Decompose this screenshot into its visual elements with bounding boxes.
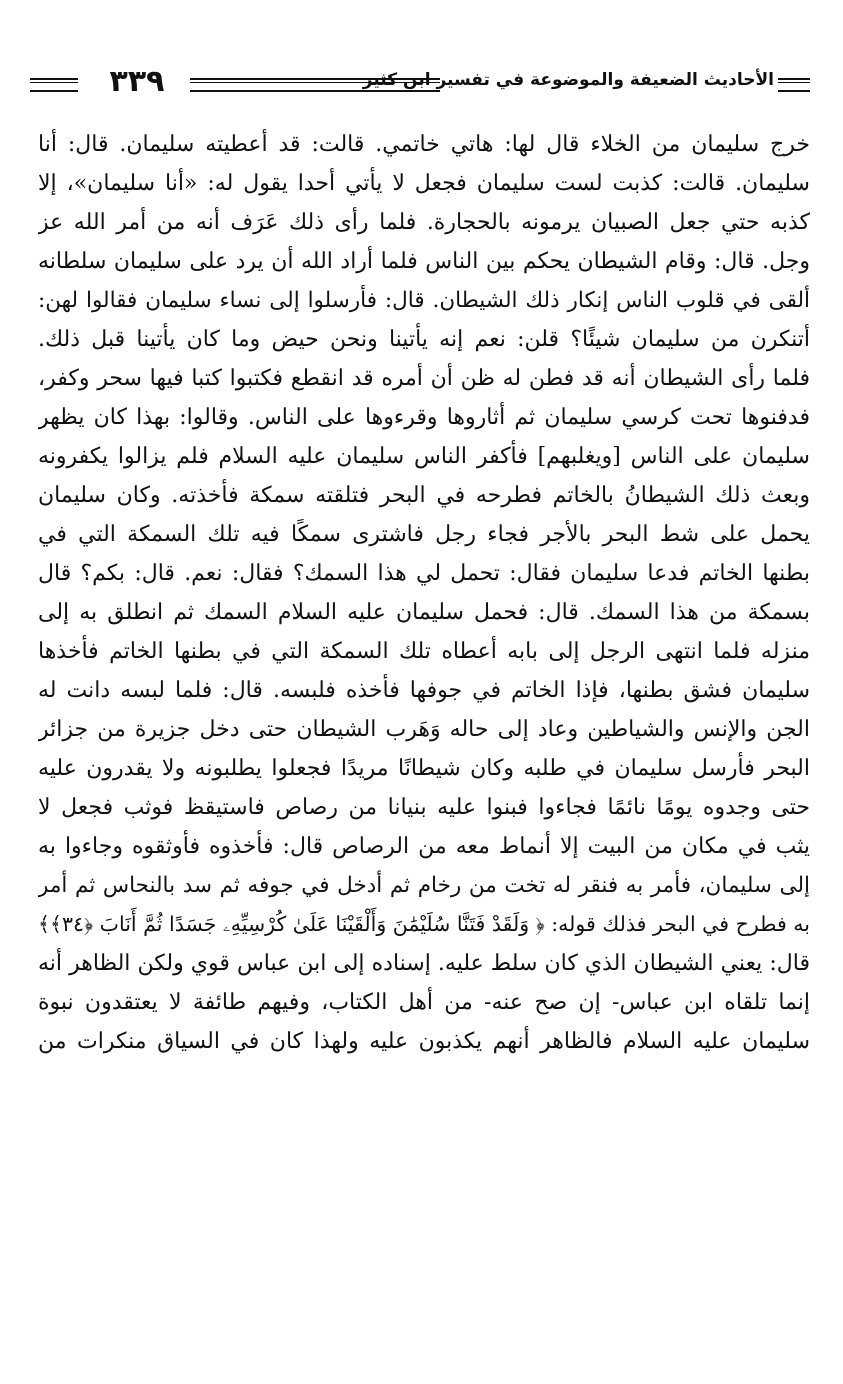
text-line: الجن والإنس والشياطين وعاد إلى حاله وَهَرب الشيطان حتى دخل جزيرة من جزائر — [38, 717, 810, 742]
text-line: بطنها الخاتم فدعا سليمان فقال: تحمل لي هذا السمك؟ فقال: نعم. قال: بكم؟ قال — [38, 561, 810, 586]
text-line: ألقى في قلوب الناس إنكار ذلك الشيطان. قال: فأرسلوا إلى نساء سليمان فقالوا لهن: — [38, 288, 810, 313]
text-line: سليمان. قالت: كذبت لست سليمان فجعل لا يأتي أحدا يقول له: «أنا سليمان»، إلا — [38, 171, 810, 196]
text-line: خرج سليمان من الخلاء قال لها: هاتي خاتمي. قالت: قد أعطيته سليمان. قال: أنا — [38, 132, 810, 157]
text-line: سليمان فشق بطنها، فإذا الخاتم في جوفها فأخذه فلبسه. قال: فلما لبسه دانت له — [38, 678, 810, 703]
running-title: الأحاديث الضعيفة والموضوعة في تفسير ابن كثير — [362, 70, 774, 90]
text-line: كذبه حتي جعل الصبيان يرمونه بالحجارة. فلما رأى ذلك عَرَف أنه من أمر الله عز — [38, 210, 810, 235]
text-line: وجل. قال: وقام الشيطان يحكم بين الناس فلما أراد الله أن يرد على سليمان سلطانه — [38, 249, 810, 274]
text-line: سليمان عليه السلام فالظاهر أنهم يكذبون عليه ولهذا كان في السياق منكرات من — [38, 1029, 810, 1054]
text-line: البحر فأرسل سليمان في طلبه وكان شيطانًا مريدًا فجعلوا يطلبونه ولا يقدرون عليه — [38, 756, 810, 781]
text-line: بسمكة من هذا السمك. قال: فحمل سليمان عليه السلام السمك ثم انطلق به إلى — [38, 600, 810, 625]
text-line-quran-verse: به فطرح في البحر فذلك قوله: ﴿ وَلَقَدْ فَتَنَّا سُلَيْمَٰنَ وَأَلْقَيْنَا عَلَىٰ كُرْسِيِّهِۦ جَسَدًا ثُمَّ أَنَابَ ﴿٣٤﴾﴾ — [38, 912, 810, 936]
text-line: فدفنوها تحت كرسي سليمان ثم أثاروها وقرءوها على الناس. وقالوا: بهذا كان يظهر — [38, 405, 810, 430]
text-line: يثب في مكان من البيت إلا أنماط معه من الرصاص قال: فأخذوه فأوثقوه وجاءوا به — [38, 834, 810, 859]
text-line: إلى سليمان، فأمر به فنقر له تخت من رخام ثم أدخل في جوفه ثم سد بالنحاس ثم أمر — [38, 873, 810, 898]
text-line: وبعث ذلك الشيطانُ بالخاتم فطرحه في البحر فتلقته سمكة فأخذته. وكان سليمان — [38, 483, 810, 508]
text-line: إنما تلقاه ابن عباس- إن صح عنه- من أهل الكتاب، وفيهم طائفة لا يعتقدون نبوة — [38, 990, 810, 1015]
text-line: سليمان على الناس [ويغلبهم] فأكفر الناس سليمان عليه السلام فلم يزالوا يكفرونه — [38, 444, 810, 469]
header-rule-left — [30, 78, 78, 92]
header-rule-right — [778, 78, 810, 92]
text-line: يحمل على شط البحر بالأجر فجاء رجل فاشترى سمكًا فيه تلك السمكة التي في — [38, 522, 810, 547]
page-number: ٣٣٩ — [109, 64, 165, 99]
body-text — [38, 125, 810, 1061]
text-line: حتى وجدوه يومًا نائمًا فجاءوا فبنوا عليه بنيانا من رصاص فاستيقظ فوثب فجعل لا — [38, 795, 810, 820]
text-line: قال: يعني الشيطان الذي كان سلط عليه. إسناده إلى ابن عباس قوي ولكن الظاهر أنه — [38, 951, 810, 976]
text-line: أتنكرن من سليمان شيئًا؟ قلن: نعم إنه يأتينا ونحن حيض وما كان يأتينا قبل ذلك. — [38, 327, 810, 352]
page-header — [30, 62, 810, 106]
text-line: منزله فلما انتهى الرجل إلى بابه أعطاه تلك السمكة التي في بطنها الخاتم فأخذها — [38, 639, 810, 664]
text-line: فلما رأى الشيطان أنه قد فطن له ظن أن أمره قد انقطع فكتبوا كتبا فيها سحر وكفر، — [38, 366, 810, 391]
